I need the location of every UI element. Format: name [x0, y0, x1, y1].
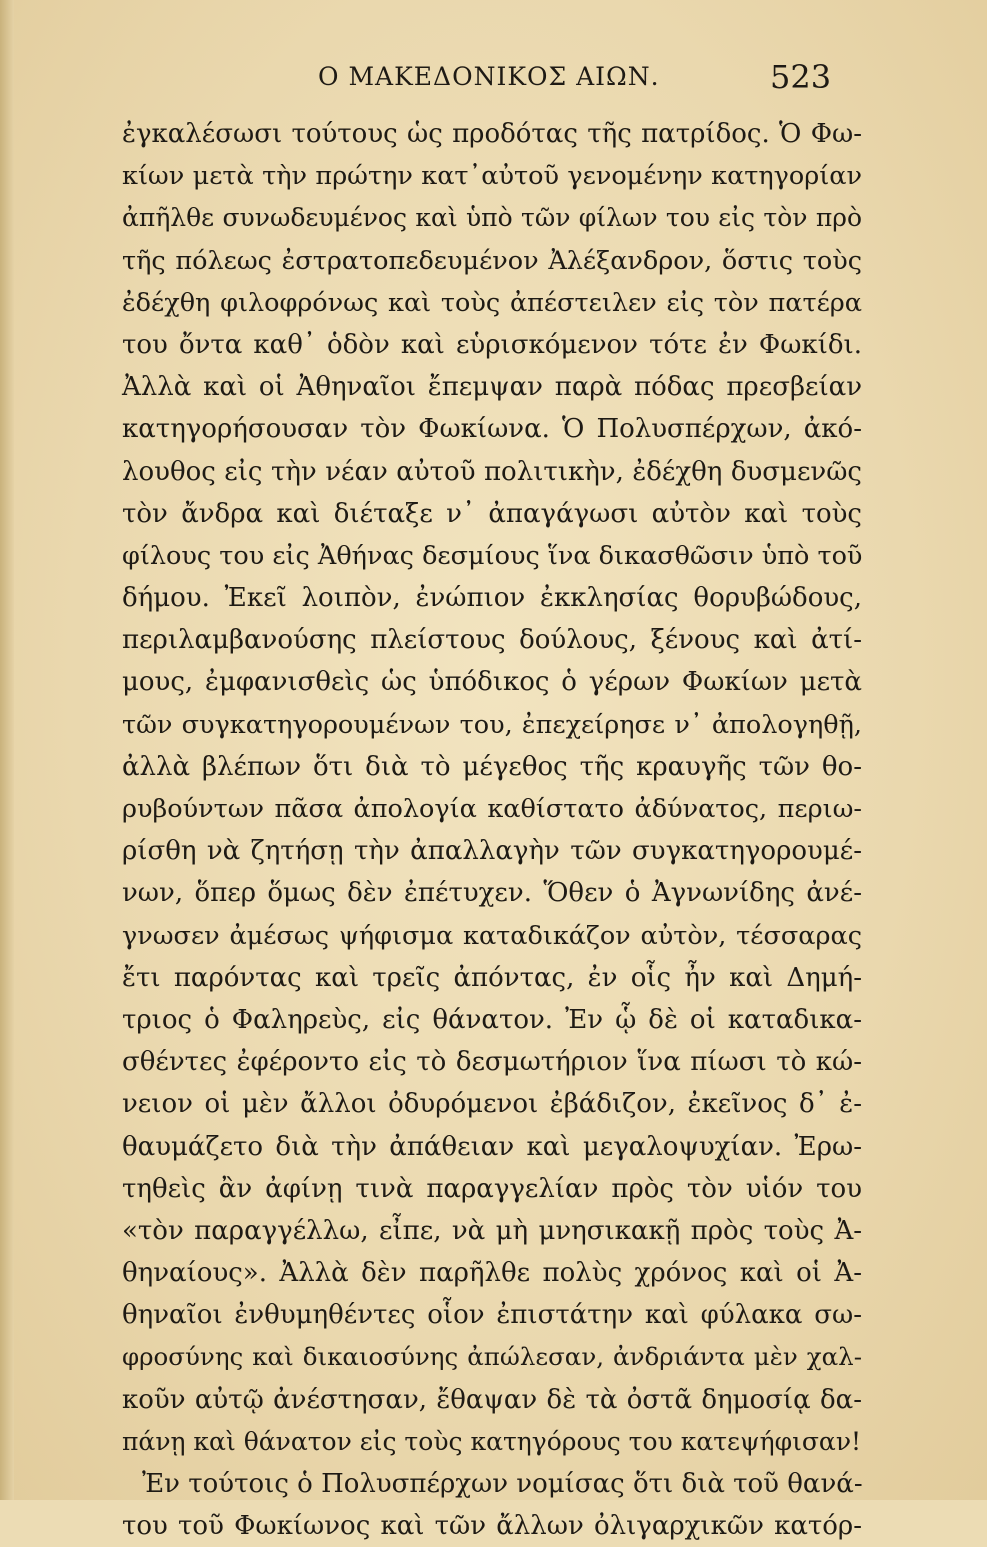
text-line: νειον οἱ μὲν ἄλλοι ὀδυρόμενοι ἐβάδιζον, ἐκεῖνος δ᾽ ἐ- [122, 1089, 862, 1120]
text-line: τὸν ἄνδρα καὶ διέταξε ν᾽ ἀπαγάγωσι αὐτὸν καὶ τοὺς [122, 498, 862, 529]
text-line: τῶν συγκατηγορουμένων του, ἐπεχείρησε ν᾽ ἀπολογηθῇ, [122, 709, 862, 740]
text-line: ρίσθη νὰ ζητήσῃ τὴν ἀπαλλαγὴν τῶν συγκατηγορουμέ- [122, 836, 862, 867]
text-line-quote: «τὸν παραγγέλλω, εἶπε, νὰ μὴ μνησικακῇ πρὸς τοὺς Ἀ- [122, 1215, 862, 1246]
text-line: περιλαμβανούσης πλείστους δούλους, ξένους καὶ ἀτί- [122, 625, 862, 656]
text-line: σθέντες ἐφέροντο εἰς τὸ δεσμωτήριον ἵνα πίωσι τὸ κώ- [122, 1047, 862, 1078]
text-line: του τοῦ Φωκίωνος καὶ τῶν ἄλλων ὀλιγαρχικῶν κατόρ- [122, 1511, 862, 1542]
running-title: Ο ΜΑΚΕΔΟΝΙΚΟΣ ΑΙΩΝ. [318, 62, 660, 91]
text-line: θηναῖοι ἐνθυμηθέντες οἷον ἐπιστάτην καὶ φύλακα σω- [122, 1300, 862, 1331]
text-line: φίλους του εἰς Ἀθήνας δεσμίους ἵνα δικασθῶσιν ὑπὸ τοῦ [122, 540, 863, 571]
text-line: φροσύνης καὶ δικαιοσύνης ἀπώλεσαν, ἀνδριάντα μὲν χαλ- [122, 1342, 862, 1372]
text-line: κατηγορήσουσαν τὸν Φωκίωνα. Ὁ Πολυσπέρχων, ἀκό- [122, 414, 862, 445]
text-line: γνωσεν ἀμέσως ψήφισμα καταδικάζον αὐτὸν, τέσσαρας [122, 920, 862, 951]
binding-edge [0, 0, 14, 1500]
text-line: θαυμάζετο διὰ τὴν ἀπάθειαν καὶ μεγαλοψυχίαν. Ἐρω- [122, 1131, 862, 1162]
text-line-quote-end: θηναίους». Ἀλλὰ δὲν παρῆλθε πολὺς χρόνος καὶ οἱ Ἀ- [122, 1258, 862, 1289]
body-text [122, 113, 862, 1547]
text-line: ἔτι παρόντας καὶ τρεῖς ἀπόντας, ἐν οἷς ἦν καὶ Δημή- [122, 962, 862, 993]
running-head [0, 58, 987, 98]
text-line: δήμου. Ἐκεῖ λοιπὸν, ἐνώπιον ἐκκλησίας θορυβώδους, [122, 583, 862, 614]
text-line: τῆς πόλεως ἐστρατοπεδευμένον Ἀλέξανδρον, ὅστις τοὺς [122, 245, 862, 276]
text-line: λουθος εἰς τὴν νέαν αὐτοῦ πολιτικὴν, ἐδέχθη δυσμενῶς [122, 456, 862, 487]
text-line: κοῦν αὐτῷ ἀνέστησαν, ἔθαψαν δὲ τὰ ὀστᾶ δημοσίᾳ δα- [122, 1384, 862, 1415]
text-line: ἀπῆλθε συνωδευμένος καὶ ὑπὸ τῶν φίλων του εἰς τὸν πρὸ [122, 203, 862, 233]
text-line: ρυβούντων πᾶσα ἀπολογία καθίστατο ἀδύνατος, περιω- [122, 794, 862, 824]
text-line: ἀλλὰ βλέπων ὅτι διὰ τὸ μέγεθος τῆς κραυγῆς τῶν θο- [122, 751, 862, 782]
text-line: τριος ὁ Φαληρεὺς, εἰς θάνατον. Ἐν ᾧ δὲ οἱ καταδικα- [122, 1004, 862, 1035]
text-line: κίων μετὰ τὴν πρώτην κατ᾽αὐτοῦ γενομένην κατηγορίαν [122, 161, 862, 192]
paragraph-start-line: Ἐν τούτοις ὁ Πολυσπέρχων νομίσας ὅτι διὰ τοῦ θανά- [142, 1469, 863, 1499]
text-line: ἐδέχθη φιλοφρόνως καὶ τοὺς ἀπέστειλεν εἰς τὸν πατέρα [122, 287, 862, 318]
page-number: 523 [770, 58, 832, 96]
text-line: νων, ὅπερ ὅμως δὲν ἐπέτυχεν. Ὅθεν ὁ Ἀγνωνίδης ἀνέ- [122, 878, 862, 909]
text-line: Ἀλλὰ καὶ οἱ Ἀθηναῖοι ἔπεμψαν παρὰ πόδας πρεσβείαν [122, 372, 862, 403]
text-line: τηθεὶς ἂν ἀφίνῃ τινὰ παραγγελίαν πρὸς τὸν υἱόν του [122, 1173, 862, 1204]
text-line: του ὄντα καθ᾽ ὁδὸν καὶ εὑρισκόμενον τότε ἐν Φωκίδι. [122, 329, 862, 360]
paragraph-end-line: πάνῃ καὶ θάνατον εἰς τοὺς κατηγόρους του κατεψήφισαν! [122, 1426, 862, 1456]
text-line: μους, ἐμφανισθεὶς ὡς ὑπόδικος ὁ γέρων Φωκίων μετὰ [122, 667, 862, 698]
text-line: ἐγκαλέσωσι τούτους ὡς προδότας τῆς πατρίδος. Ὁ Φω- [122, 119, 862, 149]
